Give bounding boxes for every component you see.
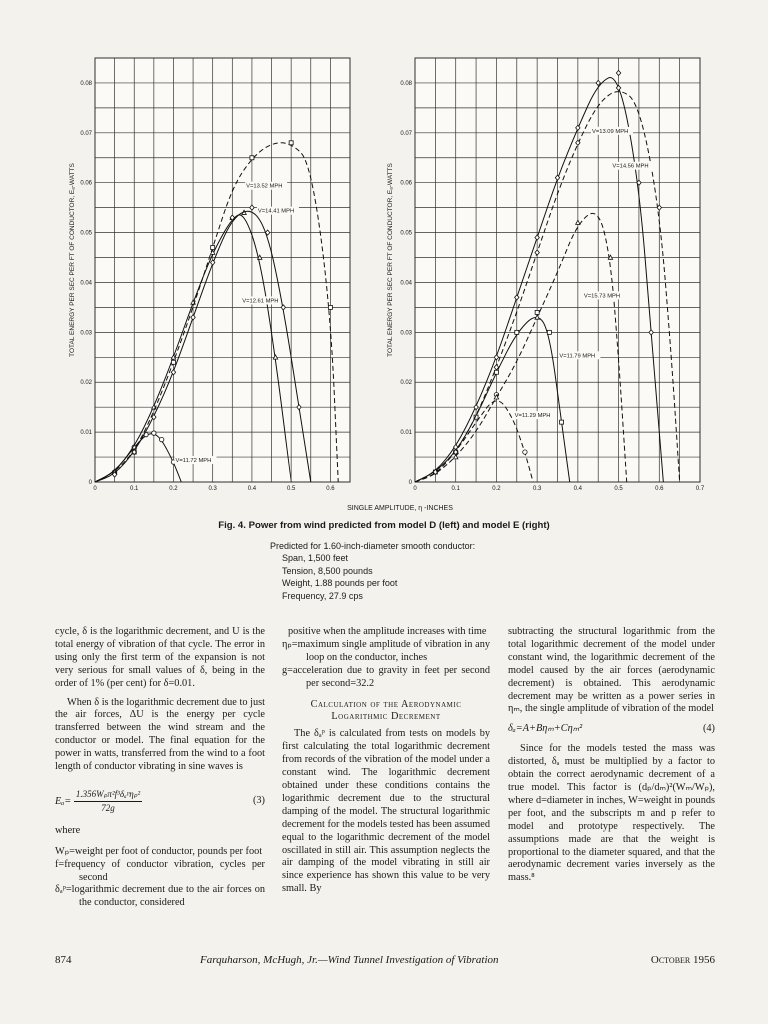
y-tick-label: 0.06 [80, 180, 92, 187]
x-tick-label: 0.3 [532, 486, 542, 492]
y-tick-label: 0.03 [80, 330, 92, 337]
y-tick-label: 0 [88, 480, 92, 486]
issue-date: October 1956 [650, 954, 715, 966]
definition: ηₚ=maximum single amplitude of vibration in any loop on the conductor, inches [282, 638, 490, 663]
y-tick-label: 0 [408, 480, 412, 486]
y-tick-label: 0.06 [400, 180, 412, 187]
x-tick-label: 0.1 [130, 486, 139, 492]
running-citation: Farquharson, McHugh, Jr.—Wind Tunnel Investigation of Vibration [200, 954, 499, 966]
definition: Wₚ=weight per foot of conductor, pounds per foot [55, 845, 263, 857]
data-point [494, 370, 498, 374]
paragraph: The δₐᵖ is calculated from tests on models by first calculating the total logarithmic decrement from records of the vibration of the model under a constant wind. The logarithmic decrement obtained under these conditions contains the logarithmic decrement due to the structural damping of the model. The structural logarithmic decrement for the models tested has been assumed equal to the logarithmic decrement of the model oscillated in still air. This assumption neglects the air damping of the model vibrating in still air since experience has shown this value to be very small. By [282, 728, 490, 895]
data-point [523, 450, 527, 454]
text-column-2 [282, 626, 490, 896]
y-tick-label: 0.01 [80, 430, 92, 437]
x-tick-label: 0.5 [286, 486, 296, 492]
data-point [171, 360, 175, 364]
chart-left [80, 58, 350, 492]
x-tick-label: 0.6 [326, 486, 335, 492]
x-tick-label: 0.2 [169, 486, 178, 492]
paragraph: subtracting the structural logarithmic from the total logarithmic decrement of the model under constant wind, the logarithmic decrement of the model caused by the air forces (aerodynamic decrement) is obtained. This aerodynamic decrement may be written as a power series in ηₘ, the single amplitude of vibration of the model [508, 626, 715, 715]
x-tick-label: 0.4 [573, 486, 583, 492]
condition-line: Predicted for 1.60-inch-diameter smooth conductor: [270, 541, 476, 551]
data-point [328, 305, 332, 309]
data-point [152, 431, 156, 435]
series-label: V=11.79 MPH [559, 353, 596, 360]
y-tick-label: 0.05 [400, 230, 412, 237]
text-column-3 [508, 626, 715, 885]
x-axis-label: SINGLE AMPLITUDE, η -INCHES [347, 505, 453, 512]
definition: f=frequency of conductor vibration, cycles per second [55, 858, 265, 883]
paragraph: cycle, δ is the logarithmic decrement, and U is the total energy of vibration of that cycle. The error in using only the first term of the expansion is not very serious for small values of δ, being in the order of 1% (per cent) for δ=0.01. [55, 626, 265, 689]
x-tick-label: 0 [93, 486, 97, 492]
chart-right [400, 58, 705, 492]
section-heading: Calculation of the Aerodynamic Logarithmic Decrement [310, 698, 462, 723]
x-tick-label: 0 [413, 486, 417, 492]
y-tick-label: 0.02 [80, 380, 92, 387]
data-point [250, 156, 254, 160]
y-tick-label: 0.04 [80, 280, 92, 287]
data-point [535, 310, 539, 314]
text-column-1 [55, 626, 265, 910]
paragraph: Since for the models tested the mass was distorted, δₐ must be multiplied by a factor to obtain the correct aerodynamic decrement of a true model. This factor is (dₚ/dₘ)²(Wₘ/Wₚ), where d=diameter in inches, W=weight in pounds per foot, and the subscripts m and p refer to model and prototype respectively. The assumptions made are that the weight is proportional to the diameter squared, and that the aerodynamic decrement varies inversely as the mass.⁸ [508, 743, 715, 884]
condition-line: Span, 1,500 feet [282, 553, 349, 564]
definition: g=acceleration due to gravity in feet per second per second=32.2 [282, 664, 490, 689]
series-label: V=13.09 MPH [592, 128, 629, 135]
page-number: 874 [55, 954, 72, 966]
x-tick-label: 0.5 [614, 486, 623, 492]
y-axis-label-left: TOTAL ENERGY PER SEC PER FT OF CONDUCTOR, Eₐ-WATTS [69, 163, 76, 357]
equation-3: Eₐ= $\frac{\text{1.356Wₚπ²f³δₐᵖηₚ²}}{72g}$ (3) [55, 788, 265, 813]
equation-number: (3) [252, 794, 265, 806]
series-label: V=14.56 MPH [612, 163, 649, 170]
data-point [560, 420, 564, 424]
series-label: V=13.52 MPH [246, 183, 283, 190]
definition: positive when the amplitude increases with time [288, 626, 487, 637]
y-tick-label: 0.07 [400, 130, 412, 137]
x-tick-label: 0.7 [695, 486, 705, 492]
y-tick-label: 0.05 [80, 230, 92, 237]
condition-line: Weight, 1.88 pounds per foot [282, 578, 398, 589]
y-tick-label: 0.07 [80, 130, 92, 137]
data-point [211, 246, 215, 250]
series-label: V=11.72 MPH [175, 458, 212, 465]
condition-line: Tension, 8,500 pounds [282, 565, 373, 576]
x-tick-label: 0.2 [492, 486, 501, 492]
plot-frame [95, 58, 350, 482]
paragraph: When δ is the logarithmic decrement due to just the air forces, ΔU is the energy per cycle transferred between the wind stream and the conductor or model. The final equation for the power in watts, transferred from the wind to a foot length of conductor vibrating in sine waves is [55, 696, 265, 773]
figure-caption: Fig. 4. Power from wind predicted from model D (left) and model E (right) [218, 520, 550, 531]
y-tick-label: 0.08 [80, 80, 92, 87]
series-label: V=11.29 MPH [514, 413, 551, 420]
y-tick-label: 0.03 [400, 330, 412, 337]
y-tick-label: 0.08 [400, 80, 412, 87]
y-axis-label-right: TOTAL ENERGY PER SEC PER FT OF CONDUCTOR, Eₐ-WATTS [387, 163, 394, 357]
data-point [289, 141, 293, 145]
series-label: V=15.73 MPH [583, 293, 621, 300]
eq3-numerator: 1.356Wₚπ²f³δₐᵖηₚ² [74, 788, 142, 802]
series-label: V=12.61 MPH [242, 298, 279, 305]
x-tick-label: 0.6 [655, 486, 664, 492]
y-tick-label: 0.04 [400, 280, 412, 287]
x-tick-label: 0.1 [451, 486, 460, 492]
y-tick-label: 0.02 [400, 380, 412, 387]
y-tick-label: 0.01 [400, 430, 412, 437]
series-label: V=14.41 MPH [257, 208, 295, 215]
x-tick-label: 0.3 [208, 486, 217, 492]
equation-4: δₐ=A+Bηₘ+Cηₘ² (4) [508, 723, 715, 735]
data-point [515, 330, 519, 334]
equation-number: (4) [702, 723, 715, 735]
data-point [159, 437, 163, 441]
where-label: where [55, 824, 81, 836]
eq3-denominator: 72g [101, 802, 115, 813]
condition-line: Frequency, 27.9 cps [282, 590, 363, 601]
figure-conditions [270, 540, 475, 602]
data-point [547, 330, 551, 334]
x-tick-label: 0.4 [247, 486, 257, 492]
definition: δₐᵖ=logarithmic decrement due to the air forces on the conductor, considered [55, 884, 265, 909]
